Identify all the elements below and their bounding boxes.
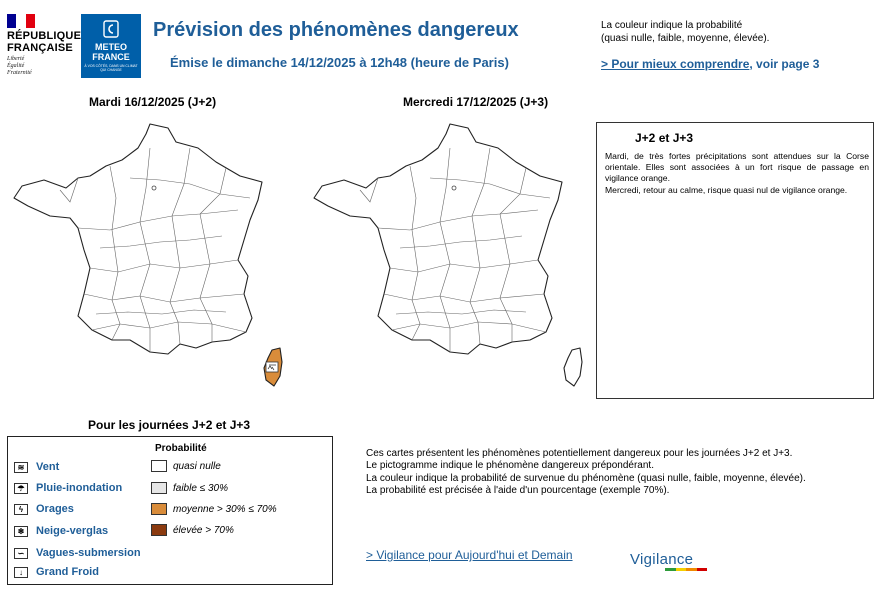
page-title: Prévision des phénomènes dangereux [153, 19, 519, 41]
vigilance-today-link[interactable]: > Vigilance pour Aujourd'hui et Demain [366, 548, 573, 562]
france-mainland-outline [14, 124, 262, 354]
prob-item-elevee [151, 524, 234, 536]
legend-item-vagues [14, 547, 141, 559]
cold-icon: ↓ [14, 567, 28, 578]
explanation-line-4: La probabilité est précisée à l'aide d'un pourcentage (exemple 70%). [366, 485, 670, 497]
wind-icon: ≋ [14, 462, 28, 473]
legend-item-vent [14, 461, 59, 473]
legend-label-froid: Grand Froid [36, 566, 99, 578]
map-title-j2: Mardi 16/12/2025 (J+2) [89, 95, 217, 109]
france-map-j2 [0, 118, 300, 398]
meteo-france-emblem-icon [103, 20, 119, 38]
meteo-france-logo [81, 14, 141, 78]
legend-item-froid [14, 566, 99, 578]
probability-note: La couleur indique la probabilité (quasi nulle, faible, moyenne, élevée). [601, 20, 770, 44]
france-map-j3 [300, 118, 600, 398]
rain-flood-icon: ☂ [14, 483, 28, 494]
legend-item-orages [14, 503, 74, 515]
france-mainland-outline [314, 124, 562, 354]
explanation-text [366, 448, 836, 498]
understand-link-suffix: , voir page 3 [749, 57, 820, 71]
waves-icon: ∽ [14, 548, 28, 559]
commentary-paragraph-1: Mardi, de très fortes précipitations sont attendues sur la Corse orientale. Elles sont associées à un fort risque de passage en vigilance orange. [605, 151, 869, 183]
prob-swatch [151, 460, 167, 472]
corsica-pictogram [266, 362, 278, 372]
meteo-france-tagline: À VOS CÔTÉS, DANS UN CLIMAT QUI CHANGE [84, 64, 138, 72]
prob-item-faible [151, 482, 228, 494]
explanation-line-2: Le pictogramme indique le phénomène dangereux prépondérant. [366, 460, 654, 472]
vigilance-logo: Vigilance [630, 551, 694, 568]
understand-link-line [601, 57, 819, 71]
vigilance-link-line [366, 548, 573, 562]
french-flag-logo [7, 14, 35, 28]
prob-item-nulle [151, 460, 221, 472]
legend-label-orages: Orages [36, 503, 74, 515]
prob-swatch [151, 482, 167, 494]
prob-swatch [151, 524, 167, 536]
understand-link[interactable]: > Pour mieux comprendre [601, 57, 750, 71]
meteo-france-logo-text: METEO FRANCE [92, 42, 130, 62]
legend-item-neige [14, 525, 108, 537]
page-subtitle: Émise le dimanche 14/12/2025 à 12h48 (heure de Paris) [170, 55, 509, 70]
legend-box [7, 436, 333, 585]
commentary-paragraph-2: Mercredi, retour au calme, risque quasi nul de vigilance orange. [605, 185, 848, 195]
commentary-heading: J+2 et J+3 [635, 131, 694, 145]
prob-swatch [151, 503, 167, 515]
legend-label-vent: Vent [36, 461, 60, 473]
legend-item-pluie [14, 482, 122, 494]
prob-item-moyenne [151, 503, 277, 515]
explanation-line-3: La couleur indique la probabilité de survenue du phénomène (quasi nulle, faible, moyenne, élevée). [366, 472, 806, 484]
republique-motto: Liberté Égalité Fraternité [7, 56, 32, 76]
explanation-line-1: Ces cartes présentent les phénomènes potentiellement dangereux pour les journées J+2 et J+3. [366, 448, 793, 459]
republique-francaise-name: RÉPUBLIQUE FRANÇAISE [7, 30, 82, 54]
prob-label-elevee: élevée > 70% [173, 524, 234, 536]
forecast-commentary-box [596, 122, 874, 399]
prob-label-moyenne: moyenne > 30% ≤ 70% [173, 503, 277, 515]
legend-label-pluie: Pluie-inondation [36, 482, 123, 494]
prob-label-nulle: quasi nulle [173, 460, 221, 472]
prob-label-faible: faible ≤ 30% [173, 482, 228, 494]
thunderstorm-icon: ϟ [14, 504, 28, 515]
corsica-outline [564, 348, 582, 386]
legend-label-vagues: Vagues-submersion [36, 547, 141, 559]
legend-label-neige: Neige-verglas [36, 525, 109, 537]
legend-heading: Pour les journées J+2 et J+3 [88, 418, 251, 432]
vigilance-color-bar [665, 568, 707, 571]
snow-ice-icon: ❄ [14, 526, 28, 537]
map-title-j3: Mercredi 17/12/2025 (J+3) [403, 95, 549, 109]
probability-title: Probabilité [155, 443, 207, 454]
